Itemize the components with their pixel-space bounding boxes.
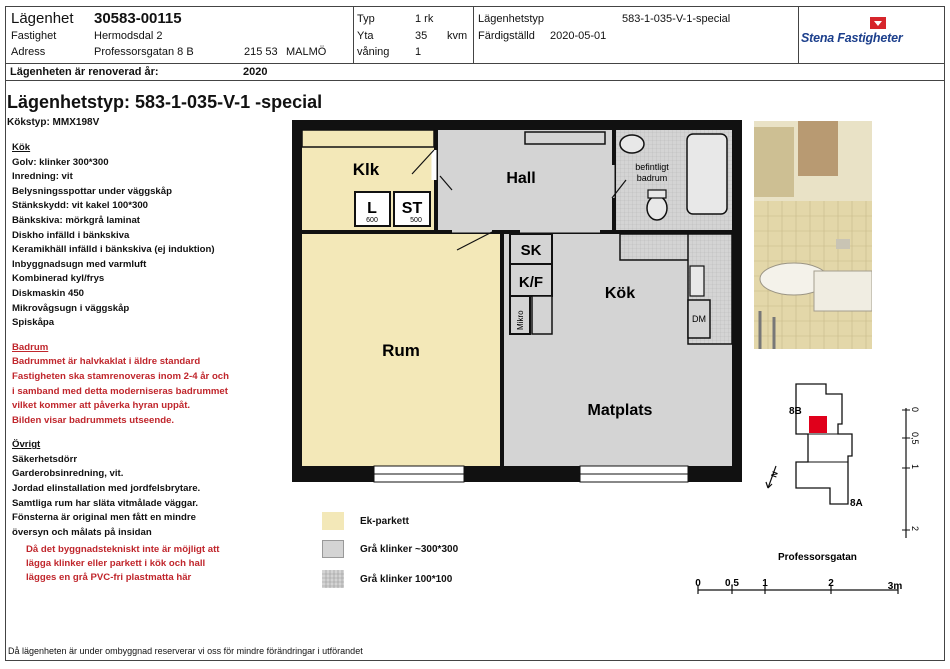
street-label: Professorsgatan: [778, 552, 857, 563]
kok-line: Keramikhäll infälld i bänkskiva (ej induktion): [12, 244, 215, 256]
typ-value: 1 rk: [415, 13, 434, 25]
kok-line: Belysningsspottar under väggskåp: [12, 185, 172, 197]
apartment-marker: [809, 416, 827, 433]
apartment-type-cell: [474, 7, 799, 64]
kf-label: K/F: [518, 274, 544, 291]
mikro-label: Mikro: [516, 310, 525, 330]
fardigstalld-value: 2020-05-01: [550, 30, 607, 42]
north-label: N: [769, 470, 780, 479]
footer-note: Då lägenheten är under ombyggnad reserverar vi oss för mindre förändringar i utförandet: [8, 646, 363, 656]
scale-tick: 2: [828, 578, 834, 589]
lagenhetstyp-label: Lägenhetstyp: [478, 13, 545, 25]
info-table: [6, 7, 944, 64]
ovrigt-line: översyn och målats på insidan: [12, 526, 152, 538]
legend-swatch-parquet: [322, 512, 344, 530]
scale-tick: 0: [695, 578, 701, 589]
logo-cell: [799, 7, 944, 64]
kok-line: Inbyggnadsugn med varmluft: [12, 258, 147, 270]
legend-label: Ek-parkett: [360, 516, 409, 527]
fastighet-label: Fastighet: [11, 30, 57, 42]
vaning-label: våning: [357, 46, 390, 58]
kokstyp: Kökstyp: MMX198V: [7, 117, 100, 128]
room-label-kok: Kök: [604, 285, 636, 302]
st-size: 500: [410, 217, 422, 224]
site-scale-tick: 0,5: [910, 432, 920, 445]
kok-line: Diskmaskin 450: [12, 287, 84, 299]
scale-bar: [690, 576, 910, 606]
sk-label: SK: [520, 242, 542, 259]
site-plan: [762, 378, 922, 578]
type-info-cell: [354, 7, 474, 64]
site-scale-tick: 0: [910, 407, 920, 413]
toilet: [647, 196, 667, 220]
lagenhet-label: Lägenhet: [11, 10, 74, 27]
scale-tick: 3m: [887, 581, 903, 592]
site-scale-tick: 2: [910, 526, 920, 532]
floor-note-line: lägga klinker eller parkett i kök och hall: [26, 558, 206, 569]
fardigstalld-label: Färdigställd: [478, 30, 535, 42]
badrum-line: i samband med detta moderniseras badrummet: [12, 385, 228, 397]
legend-swatch-tile-300: [322, 540, 344, 558]
kok-line: Diskho infälld i bänkskiva: [12, 229, 130, 241]
badrum-line: Badrummet är halvkaklat i äldre standard: [12, 356, 201, 368]
legend-label: Grå klinker 100*100: [360, 574, 453, 585]
room-label-matplats: Matplats: [587, 402, 653, 419]
logo-text: Stena Fastigheter: [801, 31, 903, 45]
room-label-hall: Hall: [506, 170, 536, 187]
yta-value: 35: [415, 30, 428, 42]
fastighet-value: Hermodsdal 2: [94, 30, 163, 42]
badrum-line: Bilden visar badrummets utseende.: [12, 414, 175, 426]
lagenhetstyp-value: 583-1-035-V-1-special: [622, 13, 731, 25]
floor-note-line: Då det byggnadstekniskt inte är möjligt att: [26, 544, 220, 555]
stena-logo-icon: [870, 17, 886, 29]
kok-line: Golv: klinker 300*300: [12, 156, 109, 168]
room-label-rum: Rum: [382, 341, 420, 360]
ovrigt-line: Jordad elinstallation med jordfelsbrytare.: [12, 483, 201, 495]
building-outline: [796, 384, 852, 504]
l-label: L: [367, 200, 377, 217]
ovrigt-line: Säkerhetsdörr: [12, 453, 78, 465]
ovrigt-line: Samtliga rum har släta vitmålade väggar.: [12, 497, 199, 509]
lagenhet-value: 30583-00115: [94, 10, 182, 27]
legend-label: Grå klinker ~300*300: [360, 544, 459, 555]
kok-line: Bänkskiva: mörkgrå laminat: [12, 214, 140, 226]
ovrigt-line: Fönsterna är original men fått en mindre: [12, 512, 196, 524]
kok-line: Mikrovågsugn i väggskåp: [12, 302, 130, 314]
room-label-klk: Klk: [352, 160, 380, 179]
kok-line: Inredning: vit: [12, 171, 73, 183]
floor-note: [26, 543, 296, 585]
yta-label: Yta: [357, 30, 374, 42]
bathroom-label-2: badrum: [636, 173, 668, 183]
typ-label: Typ: [357, 13, 375, 25]
postnr-value: 215 53: [244, 46, 278, 58]
site-label-8b: 8B: [789, 406, 802, 417]
notes-column: [12, 141, 287, 540]
ovrigt-line: Garderobsinredning, vit.: [12, 468, 124, 480]
adress-value: Professorsgatan 8 B: [94, 46, 194, 58]
badrum-line: vilket kommer att påverka hyran uppåt.: [12, 400, 191, 412]
sink: [620, 135, 644, 153]
legend-swatch-tile-100: [322, 570, 344, 588]
dm-label: DM: [692, 314, 706, 324]
bathroom-photo: [754, 121, 872, 349]
floor-note-line: lägges en grå PVC-fri plastmatta här: [26, 572, 192, 583]
renovation-year: 2020: [243, 66, 268, 78]
kitchen-sink: [690, 266, 704, 296]
floor-plan: [292, 120, 742, 492]
apartment-info-cell: [6, 7, 354, 64]
page-title: Lägenhetstyp: 583-1-035-V-1 -special: [7, 92, 323, 112]
renovation-row: [6, 64, 944, 81]
bathroom-label-1: befintligt: [635, 162, 669, 172]
renovation-label: Lägenheten är renoverad år:: [10, 66, 159, 78]
scale-tick: 0,5: [725, 578, 739, 589]
adress-label: Adress: [11, 46, 46, 58]
kok-line: Spiskåpa: [12, 317, 55, 329]
scale-tick: 1: [762, 578, 768, 589]
badrum-heading: Badrum: [12, 341, 49, 353]
kok-line: Kombinerad kyl/frys: [12, 273, 105, 285]
vaning-value: 1: [415, 46, 422, 58]
site-label-8a: 8A: [850, 498, 863, 509]
badrum-line: Fastigheten ska stamrenoveras inom 2-4 år och: [12, 370, 230, 382]
yta-unit: kvm: [447, 30, 468, 42]
bathtub: [687, 134, 727, 214]
site-scale-tick: 1: [910, 464, 920, 470]
l-size: 600: [366, 217, 378, 224]
ovrigt-heading: Övrigt: [12, 439, 41, 451]
kok-heading: Kök: [12, 142, 31, 153]
kok-line: Stänkskydd: vit kakel 100*300: [12, 200, 148, 212]
ort-value: MALMÖ: [286, 46, 327, 58]
st-label: ST: [401, 200, 423, 217]
